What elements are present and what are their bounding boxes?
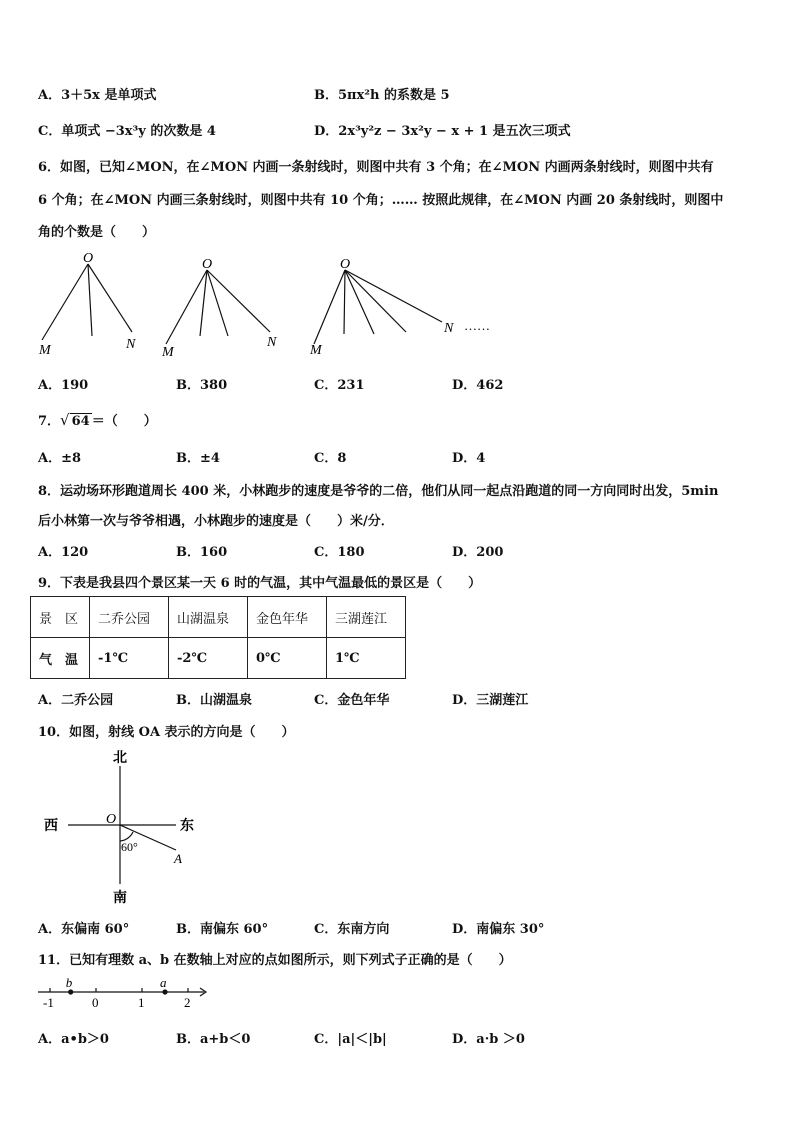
- q6-stem-line1: 6．如图，已知∠MON，在∠MON 内画一条射线时，则图中共有 3 个角；在∠MON 内画两条射线时，则图中共有: [38, 160, 714, 175]
- table-cell: 1℃: [327, 638, 406, 679]
- q6-label-ellipsis: ……: [464, 318, 490, 333]
- axis-tick-label: 1: [138, 995, 145, 1010]
- axis-tick-label: 0: [92, 995, 99, 1010]
- table-cell: -1℃: [90, 638, 169, 679]
- q11-option-a: A．a•b＞0: [38, 1032, 109, 1047]
- q6-label-m-2: M: [162, 345, 174, 360]
- q7-option-c: C．8: [314, 451, 347, 466]
- point-label-a: a: [160, 975, 167, 990]
- q8-option-c: C．180: [314, 545, 365, 560]
- q6-stem-line2: 6 个角；在∠MON 内画三条射线时，则图中共有 10 个角；…… 按照此规律，在∠MON 内画 20 条射线时，则图中: [38, 193, 724, 208]
- q6-option-c: C．231: [314, 378, 365, 393]
- q8-stem-line2: 后小林第一次与爷爷相遇，小林跑步的速度是（ ）米/分．: [38, 514, 394, 529]
- q6-label-o-3: O: [340, 257, 351, 272]
- table-cell: 三湖莲江: [327, 597, 406, 638]
- q7-option-b: B．±4: [176, 451, 220, 466]
- q9-option-c: C．金色年华: [314, 693, 390, 708]
- q6-label-m-1: M: [39, 343, 51, 358]
- q6-label-n-3: N: [444, 321, 454, 336]
- q10-option-d: D．南偏东 30°: [452, 922, 545, 937]
- q10-direction-figure: [40, 746, 210, 906]
- label-south: 南: [113, 891, 127, 906]
- q11-stem: 11．已知有理数 a、b 在数轴上对应的点如图所示，则下列式子正确的是（ ）: [38, 953, 512, 968]
- q8-stem-line1: 8．运动场环形跑道周长 400 米，小林跑步的速度是爷爷的二倍，他们从同一起点沿跑道的同一方向同时出发，5min: [38, 484, 719, 499]
- temperature-table: [30, 596, 406, 679]
- q7-option-a: A．±8: [38, 451, 82, 466]
- label-north: 北: [113, 751, 127, 766]
- label-point-a: A: [174, 851, 182, 866]
- q11-number-line: [36, 972, 216, 1012]
- table-cell: -2℃: [169, 638, 248, 679]
- q5-option-b: B．5πx²h 的系数是 5: [314, 88, 450, 103]
- q6-label-n-1: N: [126, 337, 136, 352]
- q7-radicand: 64: [71, 414, 90, 429]
- q7-number: 7．: [38, 414, 61, 429]
- q5-option-d: D．2x³y²z − 3x²y − x + 1 是五次三项式: [314, 124, 571, 139]
- q6-label-o-1: O: [83, 251, 94, 266]
- table-cell: 0℃: [248, 638, 327, 679]
- q10-stem: 10．如图，射线 OA 表示的方向是（ ）: [38, 725, 295, 740]
- q6-stem-line3: 角的个数是（ ）: [38, 225, 156, 240]
- q8-option-a: A．120: [38, 545, 89, 560]
- table-header-temp: 气 温: [31, 638, 90, 679]
- axis-tick-label: 2: [184, 995, 191, 1010]
- point-a: [162, 989, 167, 994]
- point-b: [68, 989, 73, 994]
- q6-angle-figure: [34, 248, 514, 360]
- q11-option-d: D．a·b ＞0: [452, 1032, 525, 1047]
- q5-option-c: C．单项式 −3x³y 的次数是 4: [38, 124, 216, 139]
- q7-option-d: D．4: [452, 451, 486, 466]
- q5-option-a: A．3＋5x 是单项式: [38, 88, 157, 103]
- sqrt-icon: √: [60, 411, 70, 429]
- q6-label-m-3: M: [310, 343, 322, 358]
- table-row: [31, 638, 406, 679]
- q9-stem: 9．下表是我县四个景区某一天 6 时的气温，其中气温最低的景区是（ ）: [38, 576, 482, 591]
- table-cell: 山湖温泉: [169, 597, 248, 638]
- table-cell: 二乔公园: [90, 597, 169, 638]
- q6-label-n-2: N: [267, 335, 277, 350]
- q9-option-b: B．山湖温泉: [176, 693, 252, 708]
- q11-option-c: C．|a|＜|b|: [314, 1032, 387, 1047]
- axis-tick-label: -1: [43, 995, 54, 1010]
- q11-option-b: B．a+b＜0: [176, 1032, 251, 1047]
- q7-stem: [38, 410, 157, 429]
- q7-suffix: ＝（ ）: [91, 414, 157, 429]
- label-east: 东: [180, 819, 194, 834]
- q9-option-a: A．二乔公园: [38, 693, 114, 708]
- label-angle-60: 60°: [121, 840, 138, 854]
- q8-option-b: B．160: [176, 545, 228, 560]
- q6-option-b: B．380: [176, 378, 228, 393]
- label-origin-o: O: [106, 812, 117, 827]
- table-cell: 金色年华: [248, 597, 327, 638]
- q10-option-c: C．东南方向: [314, 922, 390, 937]
- q6-option-d: D．462: [452, 378, 504, 393]
- label-west: 西: [44, 819, 58, 834]
- q10-option-a: A．东偏南 60°: [38, 922, 130, 937]
- q9-option-d: D．三湖莲江: [452, 693, 529, 708]
- q6-label-o-2: O: [202, 257, 213, 272]
- q8-option-d: D．200: [452, 545, 504, 560]
- point-label-b: b: [65, 975, 73, 990]
- q6-option-a: A．190: [38, 378, 89, 393]
- table-row: [31, 597, 406, 638]
- table-header-place: 景 区: [31, 597, 90, 638]
- q10-option-b: B．南偏东 60°: [176, 922, 269, 937]
